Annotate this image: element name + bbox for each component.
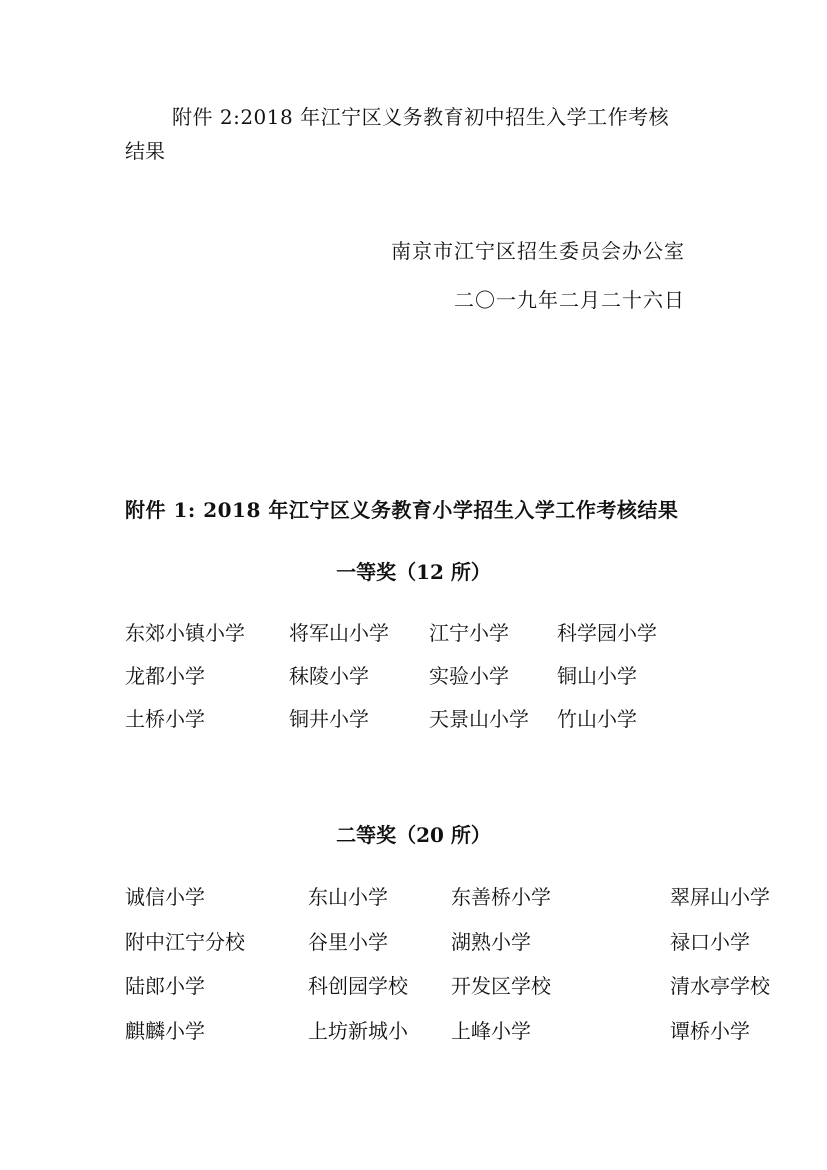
school-name: 上峰小学 (451, 1018, 531, 1043)
school-name: 翠屏山小学 (670, 885, 770, 909)
first-prize-school-list (125, 620, 697, 749)
school-name: 谷里小学 (308, 929, 388, 954)
school-name: 铜井小学 (289, 707, 369, 731)
school-name: 龙都小学 (125, 664, 205, 688)
attachment2-title-line2: 结果 (125, 139, 165, 163)
issue-date: 二〇一九年二月二十六日 (454, 288, 685, 312)
school-name: 湖熟小学 (451, 929, 531, 954)
first-prize-heading: 一等奖（12 所） (336, 560, 491, 584)
school-name: 天景山小学 (429, 707, 529, 731)
school-name: 谭桥小学 (670, 1018, 750, 1043)
second-prize-heading: 二等奖（20 所） (336, 823, 491, 847)
school-name: 东善桥小学 (451, 885, 551, 909)
school-name: 清水亭学校 (670, 974, 770, 998)
school-name: 上坊新城小 (308, 1018, 408, 1043)
school-name: 科学园小学 (557, 621, 657, 645)
school-name: 竹山小学 (557, 707, 637, 731)
attachment1-title: 附件 1: 2018 年江宁区义务教育小学招生入学工作考核结果 (125, 498, 679, 522)
school-name: 附中江宁分校 (125, 929, 245, 954)
school-name: 东郊小镇小学 (125, 621, 245, 645)
school-name: 秣陵小学 (289, 664, 369, 688)
school-name: 麒麟小学 (125, 1018, 205, 1043)
second-prize-school-list (125, 884, 810, 1062)
school-name: 科创园学校 (308, 974, 408, 998)
school-name: 实验小学 (429, 664, 509, 688)
school-name: 江宁小学 (429, 621, 509, 645)
school-name: 铜山小学 (557, 664, 637, 688)
school-name: 禄口小学 (670, 929, 750, 954)
school-name: 东山小学 (308, 885, 388, 909)
school-name: 诚信小学 (125, 885, 205, 909)
school-name: 土桥小学 (125, 707, 205, 731)
issuing-office: 南京市江宁区招生委员会办公室 (391, 239, 685, 263)
attachment2-title-line1: 附件 2:2018 年江宁区义务教育初中招生入学工作考核 (172, 105, 670, 129)
school-name: 将军山小学 (289, 621, 389, 645)
school-name: 陆郎小学 (125, 974, 205, 998)
school-name: 开发区学校 (451, 974, 551, 998)
